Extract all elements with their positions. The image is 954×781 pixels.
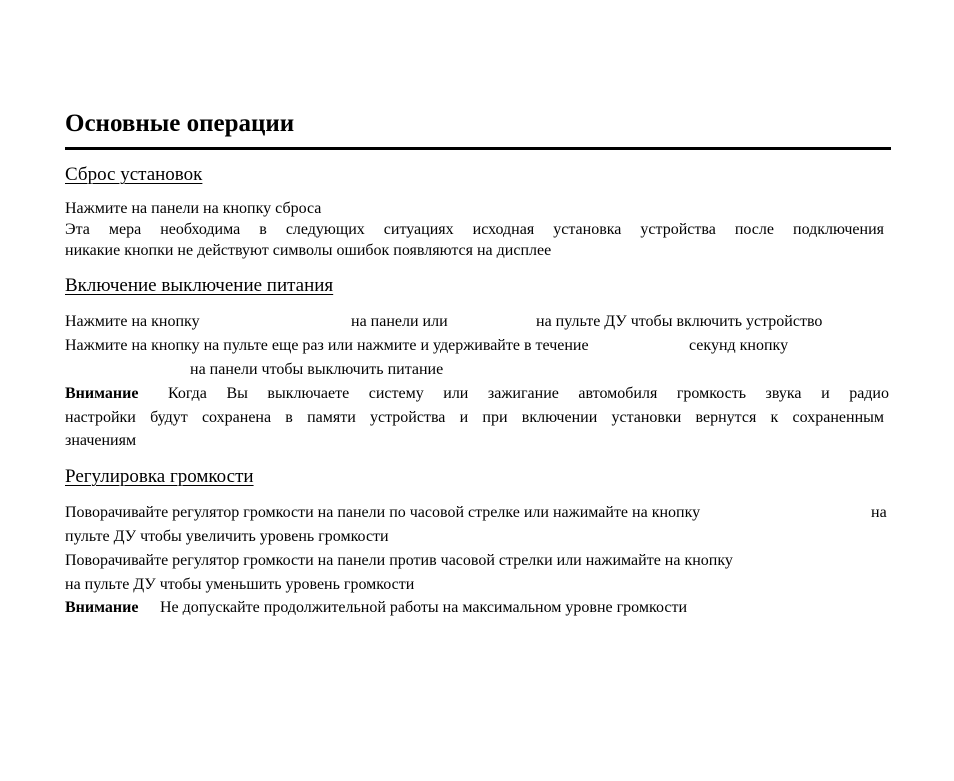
note-text: Не допускайте продолжительной работы на максимальном уровне громкости	[160, 599, 688, 616]
paragraph-line: Эта мера необходима в следующих ситуациях исходная установка устройства после подключения	[65, 221, 884, 238]
section-heading-volume: Регулировка громкости	[65, 466, 254, 487]
paragraph-line: на пульте ДУ чтобы включить устройство	[536, 313, 823, 330]
paragraph-line: секунд кнопку	[689, 337, 789, 354]
note-label: Внимание	[65, 599, 139, 616]
section-heading-power: Включение выключение питания	[65, 275, 334, 296]
note-text: настройки будут сохранена в памяти устройства и при включении установки вернутся к сохраненным	[65, 409, 884, 426]
paragraph-line: пульте ДУ чтобы увеличить уровень громкости	[65, 528, 389, 545]
paragraph-line: на панели или	[351, 313, 448, 330]
paragraph-line: Поворачивайте регулятор громкости на панели по часовой стрелке или нажимайте на кнопку	[65, 504, 701, 521]
paragraph-line: Нажмите на панели на кнопку сброса	[65, 200, 322, 217]
paragraph-line: на	[871, 504, 887, 521]
title-rule	[65, 147, 891, 150]
note-label: Внимание	[65, 385, 139, 402]
page-title: Основные операции	[65, 110, 295, 137]
section-heading-reset: Сброс установок	[65, 164, 203, 185]
note-text: значениям	[65, 432, 137, 449]
paragraph-line: на пульте ДУ чтобы уменьшить уровень громкости	[65, 576, 415, 593]
paragraph-line: на панели чтобы выключить питание	[190, 361, 444, 378]
paragraph-line: Нажмите на кнопку на пульте еще раз или нажмите и удерживайте в течение	[65, 337, 589, 354]
note-text: Когда Вы выключаете систему или зажигание автомобиля громкость звука и радио	[168, 385, 889, 402]
paragraph-line: никакие кнопки не действуют символы ошибок появляются на дисплее	[65, 242, 552, 259]
paragraph-line: Нажмите на кнопку	[65, 313, 200, 330]
paragraph-line: Поворачивайте регулятор громкости на панели против часовой стрелки или нажимайте на кнопку	[65, 552, 733, 569]
